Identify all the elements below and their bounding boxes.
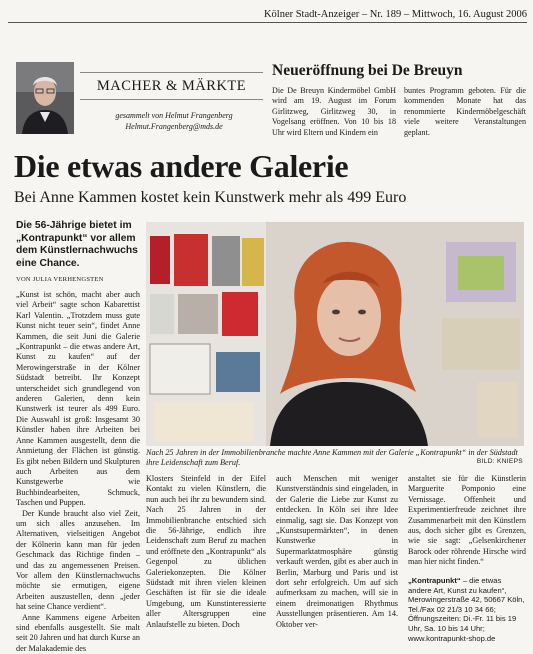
- article-lead: Die 56-Jährige bietet im „Kontrapunkt“ vor allem dem Künstlernachwuchs eine Chance.: [16, 220, 138, 269]
- sidebar-column-1: Die De Breuyn Kindermöbel GmbH wird am 19. August im Forum Girlitzweg, Girlitzweg 30, in Vogelsang eröffnen. Von 10 bis 18 Uhr wird Eltern und Kindern ein: [272, 86, 396, 137]
- article-column-2: Klosters Steinfeld in der Eifel Kontakt zu vielen Künstlern, die nun auch bei ihr zu bewundern sind. Nach 25 Jahren in der Immobilienbranche entschied sich die 56-Jährige, endlich ihre Leidenschaft zum Beruf zu machen und eröffnete den „Kontrapunkt“ als Gegenpol zu üblichen Galeriekonzepten. Die Kölner Südstadt mit ihren vielen kleinen Geschäften ist für sie die ideale Umgebung, um Kunstinteressierte aller Altersgruppen eine Anlaufstelle zu bieten. Doch: [146, 474, 266, 629]
- section-byline: [80, 110, 268, 132]
- paragraph: „Kunst ist schön, macht aber auch viel Arbeit“ sagte schon Kabarettist Karl Valentin. „Trotzdem muss gute Kunst nicht teuer sein“, findet Anne Kammen, die seit Juni die Galerie „Kontrapunkt – die etwas andere Art, Kunst zu kaufen“ auf der Merowingerstraße in der Kölner Südstadt betreibt. Ihr Konzept unterscheidet sich grundlegend von anderen Galerien, denn kein Kunstwerk ist teurer als 499 Euro. Die Auswahl ist groß: Insgesamt 30 Künstler haben ihre Arbeiten bei Anne Kammen ausgestellt, denn die Anmietung der Flächen ist günstig. Es gibt neben Bildern und Skulpturen auch Arbeiten aus dem Kunstgewerbe wie Buchbindearbeiten, Schmuck, Taschen und Puppen.: [16, 290, 140, 508]
- article-column-1: [16, 290, 140, 654]
- paragraph: Anne Kammens eigene Arbeiten sind ebenfalls ausgestellt. Sie malt seit 20 Jahren und hat durch Kurse an der Malakademie des: [16, 612, 140, 653]
- article-headline: Die etwas andere Galerie: [14, 148, 349, 184]
- info-box-name: „Kontrapunkt“: [408, 576, 461, 585]
- sidebar-column-2: buntes Programm geboten. Für die kommenden Monate hat das renommierte Kindermöbelgeschäft viele weitere Veranstaltungen geplant.: [404, 86, 526, 137]
- article-subheadline: Bei Anne Kammen kostet kein Kunstwerk mehr als 499 Euro: [14, 189, 407, 206]
- photo-caption: [146, 448, 524, 468]
- section-kicker: MACHER & MÄRKTE: [80, 72, 263, 100]
- info-box-text: – die etwas andere Art, Kunst zu kaufen“, Merowingerstraße 42, 50667 Köln, Tel./Fax 02 21/3 10 34 66; Öffnungszeiten: Di.-Fr. 11 bis 19 Uhr, Sa. 10 bis 14 Uhr; www.kontrapunkt-shop.de: [408, 576, 525, 643]
- photo-caption-text: Nach 25 Jahren in der Immobilienbranche machte Anne Kammen mit der Galerie „Kontrapunkt“ in der Südstadt ihre Leidenschaft zum Beruf.: [146, 448, 518, 467]
- columnist-photo: [16, 62, 74, 134]
- article-column-3: auch Menschen mit weniger Kunstverständnis sind eingeladen, in der Galerie die Liebe zur Kunst zu entdecken. In Köln sei ihre Idee einmalig, sagt sie. Das Konzept von „Kunstsupermärkten“, in denen Kunstwerke in Supermarktatmosphäre günstig verkauft werden, gibt es aber auch in Berlin, Marburg und Paris und ist dort sehr erfolgreich. Um auf sich aufmerksam zu machen, will sie in einem dreimonatigen Rhythmus Ausstellungen präsentieren. Am 14. Oktober ver-: [276, 474, 398, 629]
- section-byline-name: gesammelt von Helmut Frangenberg: [115, 111, 233, 120]
- sidebar-headline: Neueröffnung bei De Breuyn: [272, 62, 463, 79]
- masthead: Kölner Stadt-Anzeiger – Nr. 189 – Mittwoch, 16. August 2006: [8, 8, 527, 23]
- paragraph: Der Kunde braucht also viel Zeit, um sich alles anzusehen. Im Alternativen, vielseitigen Angebot der Kölnerin kann man für jeden Geschmack das Richtige finden – und das zu angemessenen Preisen. Vor allem den Künstlernachwuchs möchte sie ermutigen, eigene Arbeiten auszustellen, denn „jeder hat seine Chance verdient“.: [16, 508, 140, 612]
- article-column-4: anstaltet sie für die Künstlerin Marguerite Pomponio eine Vernissage. Offenheit und Experimentierfreude zeichnet ihre Zusammenarbeit mit den Künstlern aus, doch sicher gibt es Grenzen, wie sie sagt: „Gelsenkirchener Barock oder röhrende Hirsche wird man hier nicht finden.“: [408, 474, 526, 567]
- section-byline-email: Helmut.Frangenberg@mds.de: [125, 122, 223, 131]
- info-box: [408, 576, 526, 643]
- photo-credit: BILD: KNIEPS: [476, 458, 523, 465]
- article-photo: [146, 222, 524, 446]
- article-author: VON JULIA VERHENGSTEN: [16, 276, 104, 283]
